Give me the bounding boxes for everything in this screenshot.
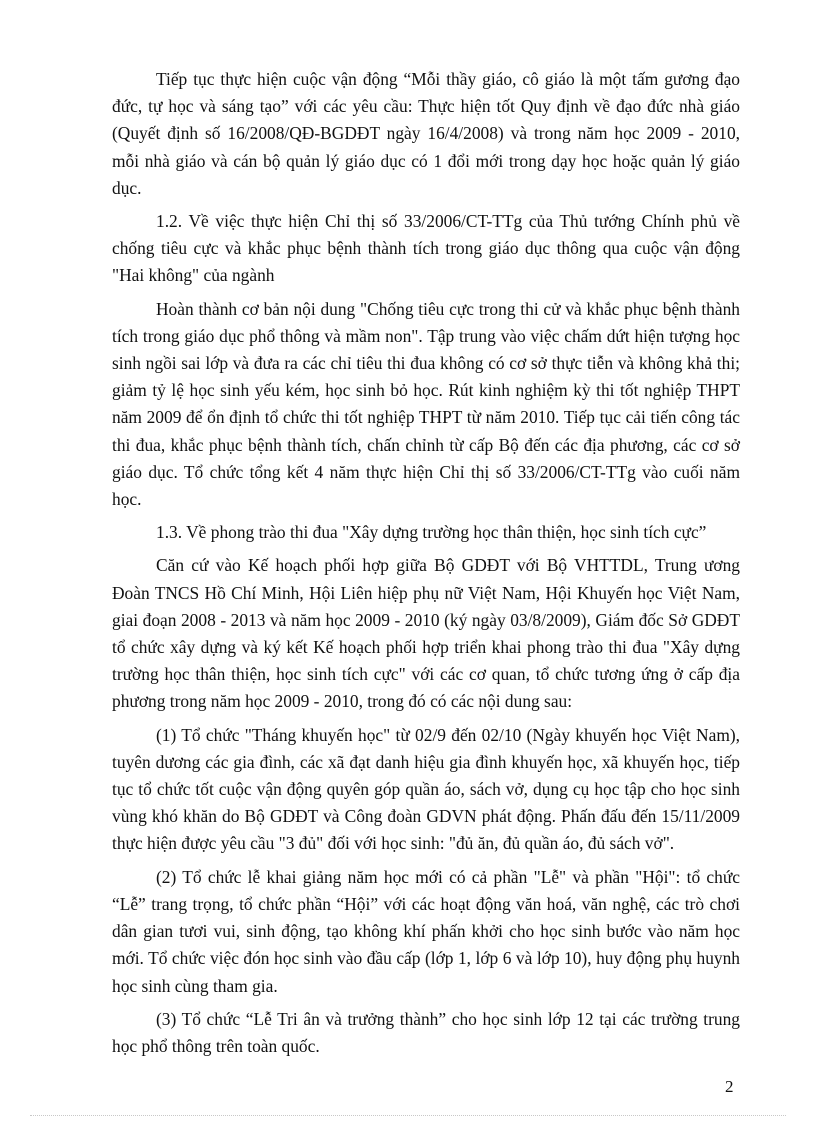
list-item-3: (3) Tổ chức “Lễ Tri ân và trưởng thành” cho học sinh lớp 12 tại các trường trung học phổ thông trên toàn quốc. — [112, 1008, 740, 1056]
list-item-1: (1) Tổ chức "Tháng khuyến học" từ 02/9 đến 02/10 (Ngày khuyến học Việt Nam), tuyên dương các gia đình, các xã đạt danh hiệu gia đình khuyến học, xã khuyến học, tiếp tục tổ chức tốt cuộc vận động quyên góp quần áo, sách vở, dụng cụ học tập cho học sinh vùng khó khăn do Bộ GDĐT và Công đoàn GDVN phát động. Phấn đấu đến 15/11/2009 thực hiện được yêu cầu "3 đủ" đối với học sinh: "đủ ăn, đủ quần áo, đủ sách vở". — [112, 724, 740, 854]
section-heading-1-3: 1.3. Về phong trào thi đua "Xây dựng trường học thân thiện, học sinh tích cực” — [156, 522, 707, 543]
paragraph-coordination-plan: Căn cứ vào Kế hoạch phối hợp giữa Bộ GDĐT với Bộ VHTTDL, Trung ương Đoàn TNCS Hồ Chí Minh, Hội Liên hiệp phụ nữ Việt Nam, Hội Khuyến học Việt Nam, giai đoạn 2008 - 2013 và năm học 2009 - 2010 (ký ngày 03/8/2009), Giám đốc Sở GDĐT tổ chức xây dựng và ký kết Kế hoạch phối hợp triển khai phong trào thi đua "Xây dựng trường học thân thiện, học sinh tích cực" với các cơ quan, tổ chức tương ứng ở cấp địa phương trong năm học 2009 - 2010, trong đó có các nội dung sau: — [112, 555, 740, 712]
paragraph-teacher-campaign: Tiếp tục thực hiện cuộc vận động “Mỗi thầy giáo, cô giáo là một tấm gương đạo đức, tự học và sáng tạo” với các yêu cầu: Thực hiện tốt Quy định về đạo đức nhà giáo (Quyết định số 16/2008/QĐ-BGDĐT ngày 16/4/2008) và trong năm học 2009 - 2010, mỗi nhà giáo và cán bộ quản lý giáo dục có 1 đổi mới trong dạy học hoặc quản lý giáo dục. — [112, 69, 740, 198]
list-item-2: (2) Tổ chức lễ khai giảng năm học mới có cả phần "Lễ" và phần "Hội": tổ chức “Lễ” trang trọng, tổ chức phần “Hội” với các hoạt động văn hoá, văn nghệ, các trò chơi dân gian tươi vui, sinh động, tạo không khí phấn khởi cho học sinh bước vào năm học mới. Tổ chức việc đón học sinh vào đầu cấp (lớp 1, lớp 6 và lớp 10), huy động phụ huynh học sinh cùng tham gia. — [112, 866, 740, 996]
document-body — [112, 66, 740, 1066]
page-number: 2 — [725, 1077, 734, 1096]
paragraph-anti-negativity: Hoàn thành cơ bản nội dung "Chống tiêu cực trong thi cử và khắc phục bệnh thành tích trong giáo dục phổ thông và mầm non". Tập trung vào việc chấm dứt hiện tượng học sinh ngồi sai lớp và đưa ra các chỉ tiêu thi đua không có cơ sở thực tiễn và không khả thi; giảm tỷ lệ học sinh yếu kém, học sinh bỏ học. Rút kinh nghiệm kỳ thi tốt nghiệp THPT năm 2009 để ổn định tổ chức thi tốt nghiệp THPT từ năm 2010. Tiếp tục cải tiến công tác thi đua, khắc phục bệnh thành tích, chấn chỉnh từ cấp Bộ đến các địa phương, các cơ sở giáo dục. Tổ chức tổng kết 4 năm thực hiện Chỉ thị số 33/2006/CT-TTg vào cuối năm học. — [112, 298, 740, 510]
footer-divider — [30, 1115, 786, 1116]
section-heading-1-2: 1.2. Về việc thực hiện Chỉ thị số 33/2006/CT-TTg của Thủ tướng Chính phủ về chống tiêu cực và khắc phục bệnh thành tích trong giáo dục thông qua cuộc vận động "Hai không" của ngành — [112, 211, 740, 286]
